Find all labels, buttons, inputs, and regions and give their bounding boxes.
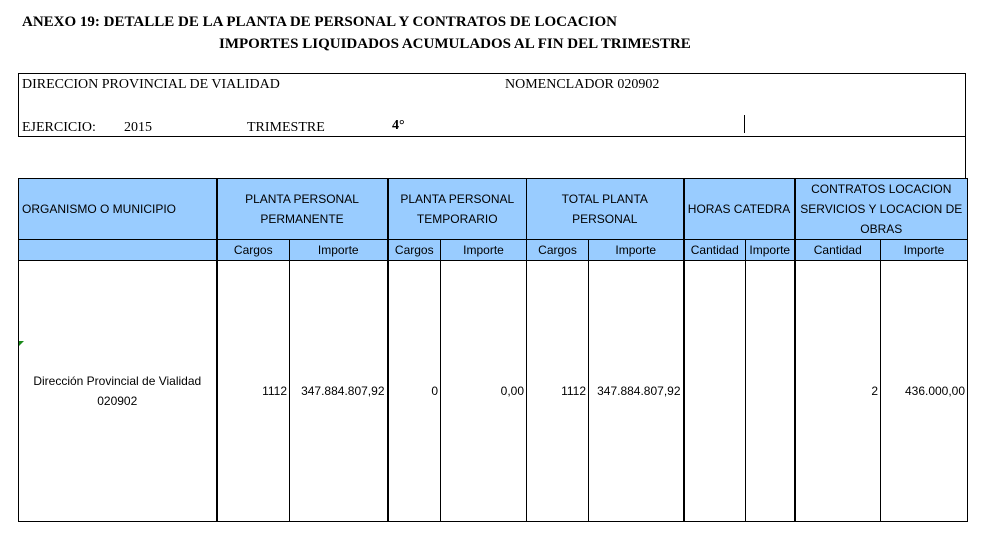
subheader-temp-importe: Importe [441,240,527,261]
ejercicio-value: 2015 [124,120,152,135]
header-total-planta: TOTAL PLANTA PERSONAL [527,179,684,240]
cell-temp-cargos: 0 [388,261,441,522]
cell-total-importe: 347.884.807,92 [589,261,684,522]
divider-line [744,115,745,133]
subheader-contr-cantidad: Cantidad [795,240,881,261]
cell-horas-importe [746,261,795,522]
header-row [19,179,968,240]
subheader-perm-cargos: Cargos [217,240,290,261]
subheader-horas-importe: Importe [746,240,795,261]
header-contratos: CONTRATOS LOCACION SERVICIOS Y LOCACION DE OBRAS [795,179,968,240]
comment-indicator-icon [19,341,24,346]
cell-horas-cantidad [684,261,746,522]
cell-total-cargos: 1112 [527,261,589,522]
cell-temp-importe: 0,00 [441,261,527,522]
cell-perm-cargos: 1112 [217,261,290,522]
cell-contr-cantidad: 2 [795,261,881,522]
subheader-perm-importe: Importe [290,240,388,261]
title-line-1: ANEXO 19: DETALLE DE LA PLANTA DE PERSONAL Y CONTRATOS DE LOCACION [22,14,617,30]
ejercicio-label: EJERCICIO: [22,120,96,135]
header-planta-temporario: PLANTA PERSONAL TEMPORARIO [388,179,527,240]
direccion-label: DIRECCION PROVINCIAL DE VIALIDAD [22,77,280,92]
trimestre-label: TRIMESTRE [247,120,325,135]
subheader-total-importe: Importe [589,240,684,261]
planta-table [18,178,968,522]
right-border-line [965,137,966,179]
subheader-row [19,240,968,261]
info-box [18,73,966,137]
cell-perm-importe: 347.884.807,92 [290,261,388,522]
title-line-2: IMPORTES LIQUIDADOS ACUMULADOS AL FIN DEL TRIMESTRE [219,36,691,52]
header-horas-catedra: HORAS CATEDRA [684,179,795,240]
subheader-temp-cargos: Cargos [388,240,441,261]
cell-organismo: Dirección Provincial de Vialidad 020902 [19,261,217,522]
subheader-horas-cantidad: Cantidad [684,240,746,261]
trimestre-value: 4° [392,118,405,133]
header-organismo: ORGANISMO O MUNICIPIO [19,179,217,240]
subheader-contr-importe: Importe [881,240,968,261]
table-row [19,261,968,522]
subheader-total-cargos: Cargos [527,240,589,261]
cell-contr-importe: 436.000,00 [881,261,968,522]
subheader-empty [19,240,217,261]
nomenclador-label: NOMENCLADOR 020902 [505,77,660,92]
header-planta-permanente: PLANTA PERSONAL PERMANENTE [217,179,388,240]
